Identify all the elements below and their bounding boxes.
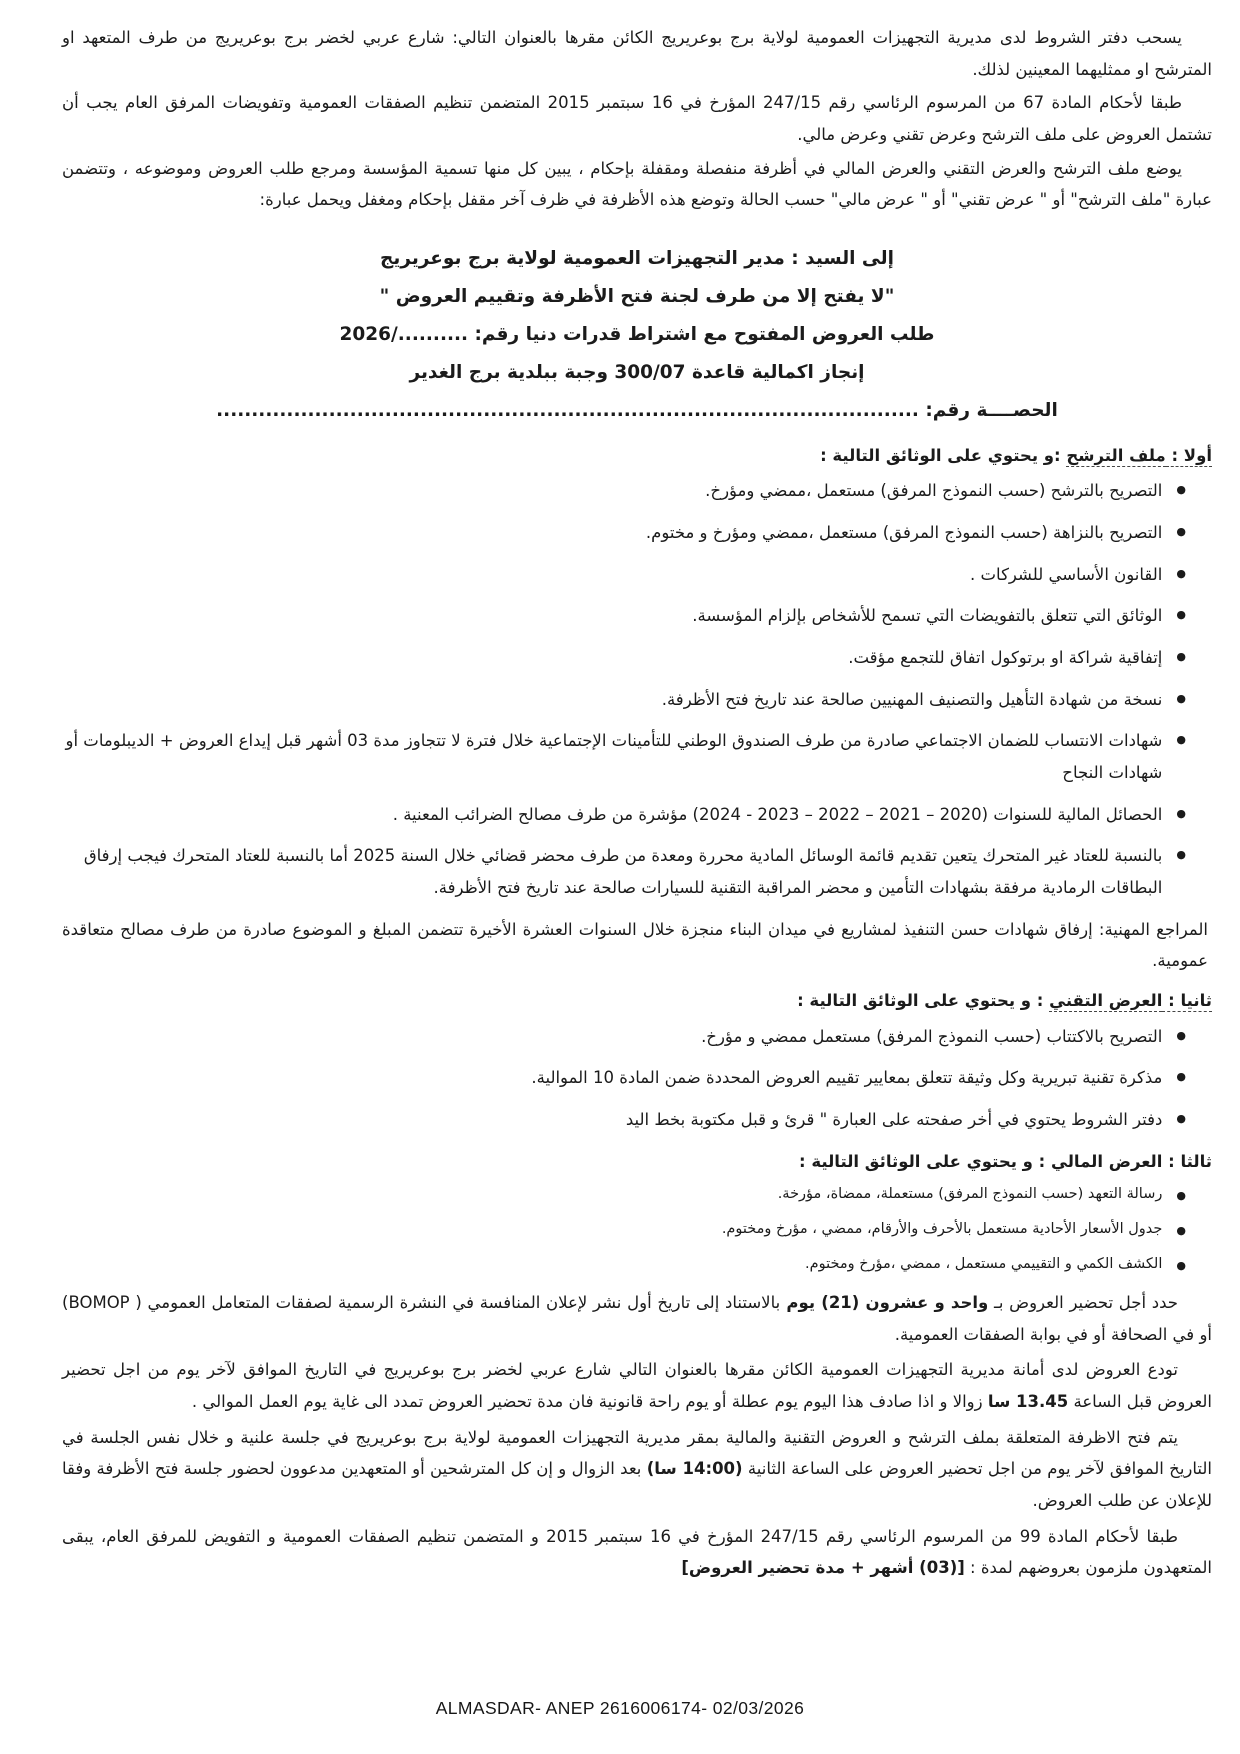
bullet-icon: ● (1176, 1189, 1186, 1203)
section-title: ملف الترشح (1066, 445, 1166, 465)
closing-paragraph-preparation-deadline (62, 1287, 1212, 1350)
section-title: العرض المالي (1051, 1151, 1163, 1171)
checklist-item (62, 1104, 1186, 1136)
checklist-item-text: الوثائق التي تتعلق بالتفويضات التي تسمح للأشخاص بإلزام المؤسسة. (692, 606, 1163, 626)
section-heading-financial (62, 1146, 1212, 1178)
closing-text: بالاستناد إلى تاريخ أول نشر لإعلان المنافسة في النشرة الرسمية لصفقات المتعامل العمومي ( BOMOP) أو في الصحافة أو في بوابة الصفقات العمومية. (62, 1292, 1212, 1344)
closing-text: طبقا لأحكام المادة 99 من المرسوم الرئاسي رقم 247/15 المؤرخ في 16 سبتمبر 2015 و المتضمن تنظيم الصفقات العمومية و التفويض للمرفق العام، يبقى المتعهدون ملزمون بعروضهم لمدة : (62, 1526, 1212, 1578)
bullet-icon: ● (1176, 608, 1186, 622)
checklist-item (62, 600, 1186, 632)
bullet-icon: ● (1176, 566, 1186, 580)
bullet-icon: ● (1176, 483, 1186, 497)
envelope-address-block (62, 240, 1212, 430)
checklist-item-text: الكشف الكمي و التقييمي مستعمل ، ممضي ،مؤرخ ومختوم. (805, 1256, 1163, 1273)
section-label: ثالثا : (1162, 1151, 1212, 1171)
checklist-item (62, 475, 1186, 507)
closing-bold-time: 13.45 سا (987, 1391, 1069, 1411)
checklist-item-text: بالنسبة للعتاد غير المتحرك يتعين تقديم قائمة الوسائل المادية محررة ومعدة من طرف محضر قضائي خلال السنة 2025 أما بالنسبة للعتاد المتحرك فيجب إرفاق البطاقات الرمادية مرفقة بشهادات التأمين و محضر المراقبة التقنية للسيارات صالحة عند تاريخ فتح الأظرفة. (83, 846, 1163, 898)
technical-document-list (62, 1021, 1186, 1136)
closing-bold-validity-period: [(03) أشهر + مدة تحضير العروض] (681, 1558, 965, 1578)
checklist-item-text: القانون الأساسي للشركات . (970, 564, 1163, 584)
closing-text: تودع العروض لدى أمانة مديرية التجهيزات العمومية الكائن مقرها بالعنوان التالي شارع عربي لخضر برج بوعريريج في التاريخ الموافق لآخر يوم من اجل تحضير العروض قبل الساعة (62, 1360, 1212, 1411)
bullet-icon: ● (1176, 1028, 1186, 1042)
envelope-line: إنجاز اكمالية قاعدة 300/07 وجبة ببلدية برج الغدير (409, 361, 865, 383)
checklist-item-text: دفتر الشروط يحتوي في أخر صفحته على العبارة " قرئ و قبل مكتوبة بخط اليد (625, 1110, 1163, 1130)
envelope-line: "لا يفتح إلا من طرف لجنة فتح الأظرفة وتقييم العروض " (379, 285, 895, 307)
bullet-icon: ● (1176, 848, 1186, 862)
section-rest: :و يحتوي على الوثائق التالية : (820, 445, 1067, 465)
bullet-icon: ● (1176, 1259, 1186, 1273)
closing-paragraph-validity (62, 1521, 1212, 1584)
section-label: ثانيا : (1162, 991, 1212, 1011)
envelope-line: الحصــــة رقم: .................................................................................................... (216, 399, 1058, 421)
section-rest: : و يحتوي على الوثائق التالية : (797, 991, 1050, 1011)
candidacy-document-list (62, 475, 1186, 903)
checklist-item (62, 642, 1186, 674)
closing-paragraph-opening-session (62, 1422, 1212, 1517)
checklist-item-text: التصريح بالاكتتاب (حسب النموذج المرفق) مستعمل ممضي و مؤرخ. (701, 1026, 1163, 1046)
closing-text: زوالا و اذا صادف هذا اليوم يوم عطلة أو يوم راحة قانونية فان مدة تحضير العروض تمدد الى غاية يوم العمل الموالي . (191, 1391, 988, 1411)
checklist-item (62, 517, 1186, 549)
section-heading-technical (62, 985, 1212, 1017)
bullet-icon: ● (1176, 1112, 1186, 1126)
bullet-icon: ● (1176, 1224, 1186, 1238)
bullet-icon: ● (1176, 691, 1186, 705)
envelope-line: طلب العروض المفتوح مع اشتراط قدرات دنيا رقم: ........../2026 (339, 323, 935, 345)
checklist-item-text: التصريح بالترشح (حسب النموذج المرفق) مستعمل ،ممضي ومؤرخ. (705, 481, 1163, 501)
checklist-item-text: مذكرة تقنية تبريرية وكل وثيقة تتعلق بمعايير تقييم العروض المحددة ضمن المادة 10 الموالية. (531, 1068, 1163, 1088)
professional-references-note: المراجع المهنية: إرفاق شهادات حسن التنفيذ لمشاريع في ميدان البناء منجزة خلال السنوات العشرة الأخيرة تتضمن المبلغ و الموضوع صادرة من طرف مصالح متعاقدة عمومية. (62, 919, 1208, 971)
section-heading-candidacy (62, 440, 1212, 472)
checklist-item (62, 1021, 1186, 1053)
bullet-icon: ● (1176, 650, 1186, 663)
section-title: العرض التقني (1049, 991, 1163, 1011)
closing-text: حدد أجل تحضير العروض بـ (988, 1292, 1179, 1312)
closing-bold-opening-time: (14:00 سا) (646, 1459, 743, 1479)
anep-footer-reference: ALMASDAR- ANEP 2616006174- 02/03/2026 (435, 1698, 805, 1719)
closing-bold-duration: واحد و عشرون (21) يوم (780, 1292, 989, 1312)
checklist-item (62, 1062, 1186, 1094)
intro-paragraph-envelopes: يوضع ملف الترشح والعرض التقني والعرض المالي في أظرفة منفصلة ومقفلة بإحكام ، يبين كل منها تسمية المؤسسة ومرجع طلب العروض وموضوعه ، وتتضمن عبارة "ملف الترشح" أو " عرض تقني" أو " عرض مالي" حسب الحالة وتوضع هذه الأظرفة في ظرف آخر مقفل بإحكام ومغفل ويحمل عبارة: (62, 158, 1212, 210)
checklist-item-text: التصريح بالنزاهة (حسب النموذج المرفق) مستعمل ،ممضي ومؤرخ و مختوم. (645, 522, 1163, 542)
bullet-icon: ● (1176, 1070, 1186, 1084)
section-label: أولا : (1165, 445, 1212, 465)
closing-text: يتم فتح الاظرفة المتعلقة بملف الترشح و العروض التقنية والمالية بمقر مديرية التجهيزات العمومية لولاية برج بوعريريج في جلسة علنية و خلال نفس الجلسة في التاريخ الموافق لآخر يوم من اجل تحضير العروض على الساعة الثانية (62, 1427, 1212, 1479)
intro-paragraph-withdrawal: يسحب دفتر الشروط لدى مديرية التجهيزات العمومية لولاية برج بوعريريج الكائن مقرها بالعنوان التالي: شارع عربي لخضر برج بوعريريج من طرف المتعهد او المترشح او ممثليهما المعينين لذلك. (62, 28, 1212, 79)
checklist-item-text: إتفاقية شراكة او برتوكول اتفاق للتجمع مؤقت. (848, 648, 1163, 667)
bullet-icon: ● (1176, 733, 1186, 747)
closing-text: بعد الزوال و إن كل المترشحين أو المتعهدين مدعوون لحضور جلسة فتح الأظرفة وفقا للإعلان عن طلب العروض. (62, 1459, 1212, 1510)
intro-paragraph-article-67: طبقا لأحكام المادة 67 من المرسوم الرئاسي رقم 247/15 المؤرخ في 16 سبتمبر 2015 المتضمن تنظيم الصفقات العمومية وتفويضات المرفق العام يجب أن تشتمل العروض على ملف الترشح وعرض تقني وعرض مالي. (62, 93, 1212, 145)
checklist-item (62, 684, 1186, 716)
checklist-item-text: شهادات الانتساب للضمان الاجتماعي صادرة من طرف الصندوق الوطني للتأمينات الإجتماعية خلال فترة لا تتجاوز مدة 03 أشهر قبل إيداع العروض + الديبلومات أو شهادات النجاح (65, 731, 1163, 783)
financial-document-list (62, 1181, 1186, 1278)
checklist-item (62, 559, 1186, 591)
checklist-item (62, 1181, 1186, 1209)
bullet-icon: ● (1176, 524, 1186, 538)
checklist-item-text: نسخة من شهادة التأهيل والتصنيف المهنيين صالحة عند تاريخ فتح الأظرفة. (661, 689, 1163, 709)
envelope-line: إلى السيد : مدير التجهيزات العمومية لولاية برج بوعريريج (380, 248, 894, 270)
checklist-item-text: الحصائل المالية للسنوات (2020 – 2021 – 2022 – 2023 - 2024) مؤشرة من طرف مصالح الضرائب المعنية . (392, 804, 1163, 824)
closing-paragraph-deposit (62, 1354, 1212, 1417)
section-rest: : و يحتوي على الوثائق التالية : (798, 1151, 1052, 1171)
checklist-item (62, 840, 1186, 903)
checklist-item (62, 725, 1186, 788)
checklist-item-text: رسالة التعهد (حسب النموذج المرفق) مستعملة، ممضاة، مؤرخة. (777, 1186, 1163, 1203)
bullet-icon: ● (1176, 806, 1186, 820)
checklist-item-text: جدول الأسعار الأحادية مستعمل بالأحرف والأرقام، ممضي ، مؤرخ ومختوم. (721, 1221, 1163, 1238)
checklist-item (62, 799, 1186, 831)
checklist-item (62, 1216, 1186, 1244)
checklist-item (62, 1251, 1186, 1279)
